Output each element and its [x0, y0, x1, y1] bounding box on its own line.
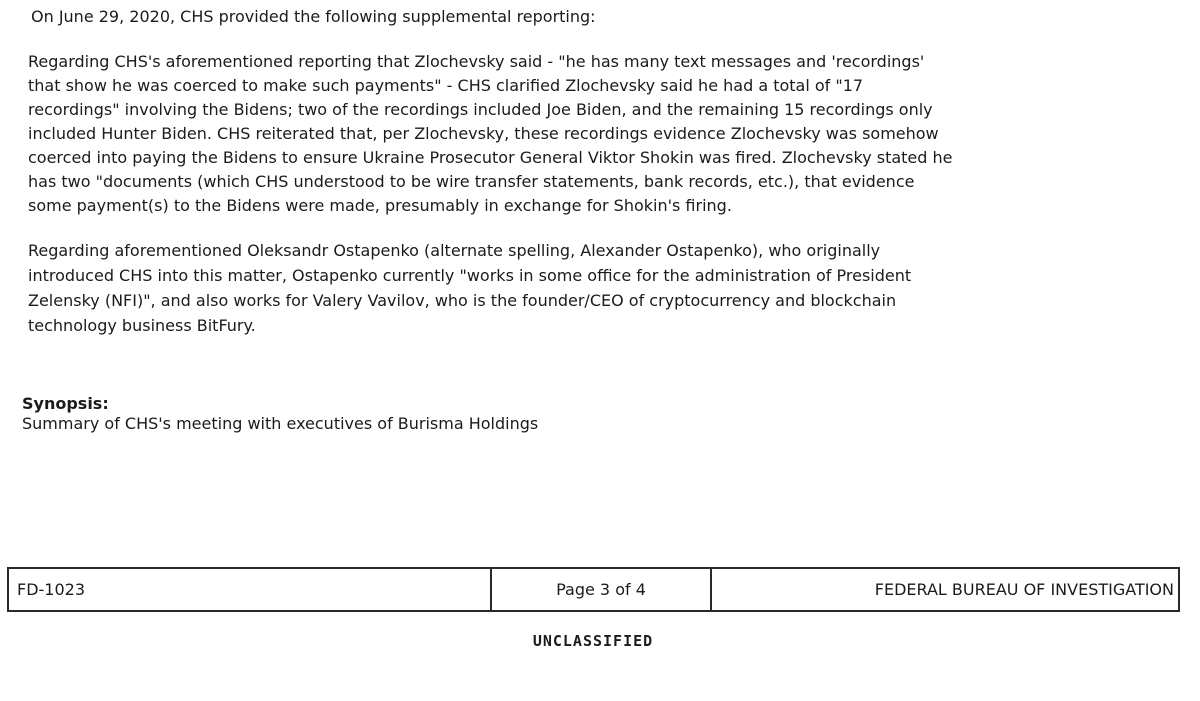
paragraph-ostapenko — [28, 238, 911, 338]
synopsis-heading: Synopsis: — [22, 394, 109, 413]
paragraph-line: technology business BitFury. — [28, 316, 256, 335]
classification-marking: UNCLASSIFIED — [532, 632, 654, 650]
agency-name: FEDERAL BUREAU OF INVESTIGATION — [874, 580, 1174, 599]
page-number-cell — [492, 569, 712, 610]
intro-line: On June 29, 2020, CHS provided the following supplemental reporting: — [31, 7, 596, 26]
agency-cell — [712, 569, 1178, 610]
form-number-cell — [9, 569, 492, 610]
paragraph-line: some payment(s) to the Bidens were made, presumably in exchange for Shokin's firing. — [28, 196, 732, 215]
form-number: FD-1023 — [17, 580, 86, 599]
paragraph-line: introduced CHS into this matter, Ostapenko currently "works in some office for the administration of President — [28, 266, 912, 285]
paragraph-line: Regarding CHS's aforementioned reporting that Zlochevsky said - "he has many text messages and 'recordings' — [28, 52, 925, 71]
paragraph-line: recordings" involving the Bidens; two of the recordings included Joe Biden, and the remaining 15 recordings only — [28, 100, 933, 119]
paragraph-line: included Hunter Biden. CHS reiterated that, per Zlochevsky, these recordings evidence Zlochevsky was somehow — [28, 124, 939, 143]
page-number: Page 3 of 4 — [556, 580, 646, 599]
paragraph-line: has two "documents (which CHS understood to be wire transfer statements, bank records, etc.), that evidence — [28, 172, 915, 191]
paragraph-line: coerced into paying the Bidens to ensure Ukraine Prosecutor General Viktor Shokin was fired. Zlochevsky stated he — [28, 148, 953, 167]
synopsis-text: Summary of CHS's meeting with executives of Burisma Holdings — [22, 414, 539, 433]
footer-table — [7, 567, 1180, 612]
paragraph-line: Zelensky (NFI)", and also works for Valery Vavilov, who is the founder/CEO of cryptocurrency and blockchain — [28, 291, 897, 310]
paragraph-zlochevsky-recordings — [28, 50, 953, 218]
paragraph-line: Regarding aforementioned Oleksandr Ostapenko (alternate spelling, Alexander Ostapenko), who originally — [28, 241, 881, 260]
paragraph-line: that show he was coerced to make such payments" - CHS clarified Zlochevsky said he had a total of "17 — [28, 76, 864, 95]
